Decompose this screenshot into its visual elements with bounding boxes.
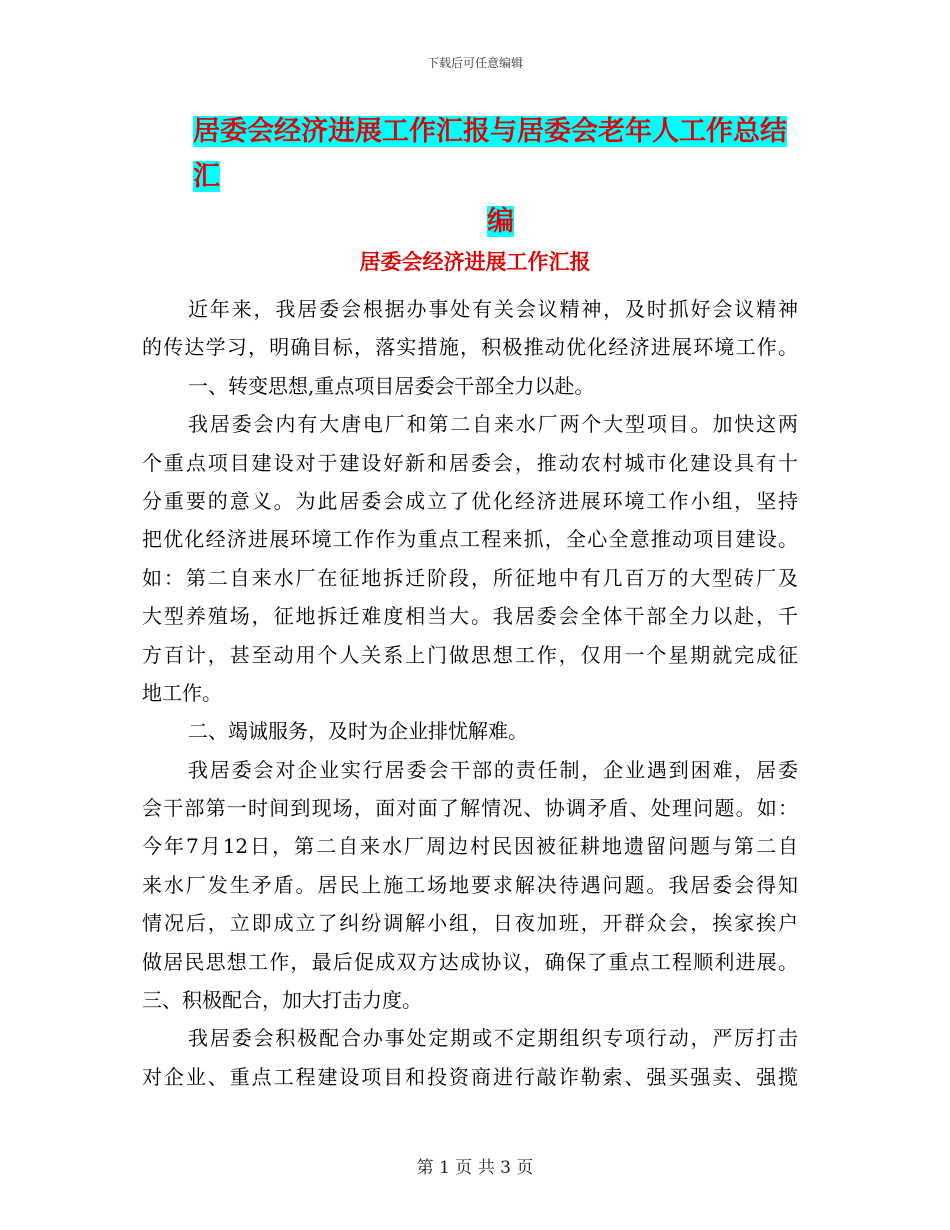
text-line: 近年来，我居委会根据办事处有关会议精神，及时抓好会议精神 [188,297,798,321]
text-line: 我居委会对企业实行居委会干部的责任制，企业遇到困难，居委 [188,757,798,782]
page-footer: 第 1 页 共 3 页 [416,1158,534,1178]
text-line: 把优化经济进展环境工作作为重点工程来抓，全心全意推动项目建设。 [142,527,798,552]
text-line: 我居委会积极配合办事处定期或不定期组织专项行动，严厉打击 [188,1026,798,1051]
text-line: 一、转变思想,重点项目居委会干部全力以赴。 [188,373,595,398]
text-line: 个重点项目建设对于建设好新和居委会，推动农村城市化建设具有十 [142,450,798,475]
text-line: 如：第二自来水厂在征地拆迁阶段，所征地中有几百万的大型砖厂及 [142,565,798,590]
text-line: 今年7月12日，第二自来水厂周边村民因被征耕地遗留问题与第二自 [142,834,798,859]
document-title-line2: 编 [487,206,514,237]
text-line: 二、竭诚服务，及时为企业排忧解难。 [188,719,528,744]
text-line: 情况后，立即成立了纠纷调解小组，日夜加班，开群众会，挨家挨户 [142,911,798,936]
text-line: 会干部第一时间到现场，面对面了解情况、协调矛盾、处理问题。如： [142,796,798,821]
text-line: 对企业、重点工程建设项目和投资商进行敲诈勒索、强买强卖、强揽 [142,1064,798,1089]
text-line: 的传达学习，明确目标，落实措施，积极推动优化经济进展环境工作。 [142,335,798,360]
document-title [193,109,808,244]
text-line: 方百计，甚至动用个人关系上门做思想工作，仅用一个星期就完成征 [142,642,798,667]
text-line: 地工作。 [142,680,222,705]
text-line: 来水厂发生矛盾。居民上施工场地要求解决待遇问题。我居委会得知 [142,872,798,897]
document-title-line1: 居委会经济进展工作汇报与居委会老年人工作总结汇 [193,116,787,192]
body-text [142,290,798,1096]
header-note: 下载后可任意编辑 [426,56,523,70]
text-line: 大型养殖场，征地拆迁难度相当大。我居委会全体干部全力以赴，千 [142,604,798,629]
section-title: 居委会经济进展工作汇报 [359,250,591,274]
text-line: 分重要的意义。为此居委会成立了优化经济进展环境工作小组，坚持 [142,488,798,513]
text-line: 三、积极配合，加大打击力度。 [142,988,422,1013]
text-line: 做居民思想工作，最后促成双方达成协议，确保了重点工程顺利进展。 [142,949,798,974]
text-line: 我居委会内有大唐电厂和第二自来水厂两个大型项目。加快这两 [188,412,798,437]
